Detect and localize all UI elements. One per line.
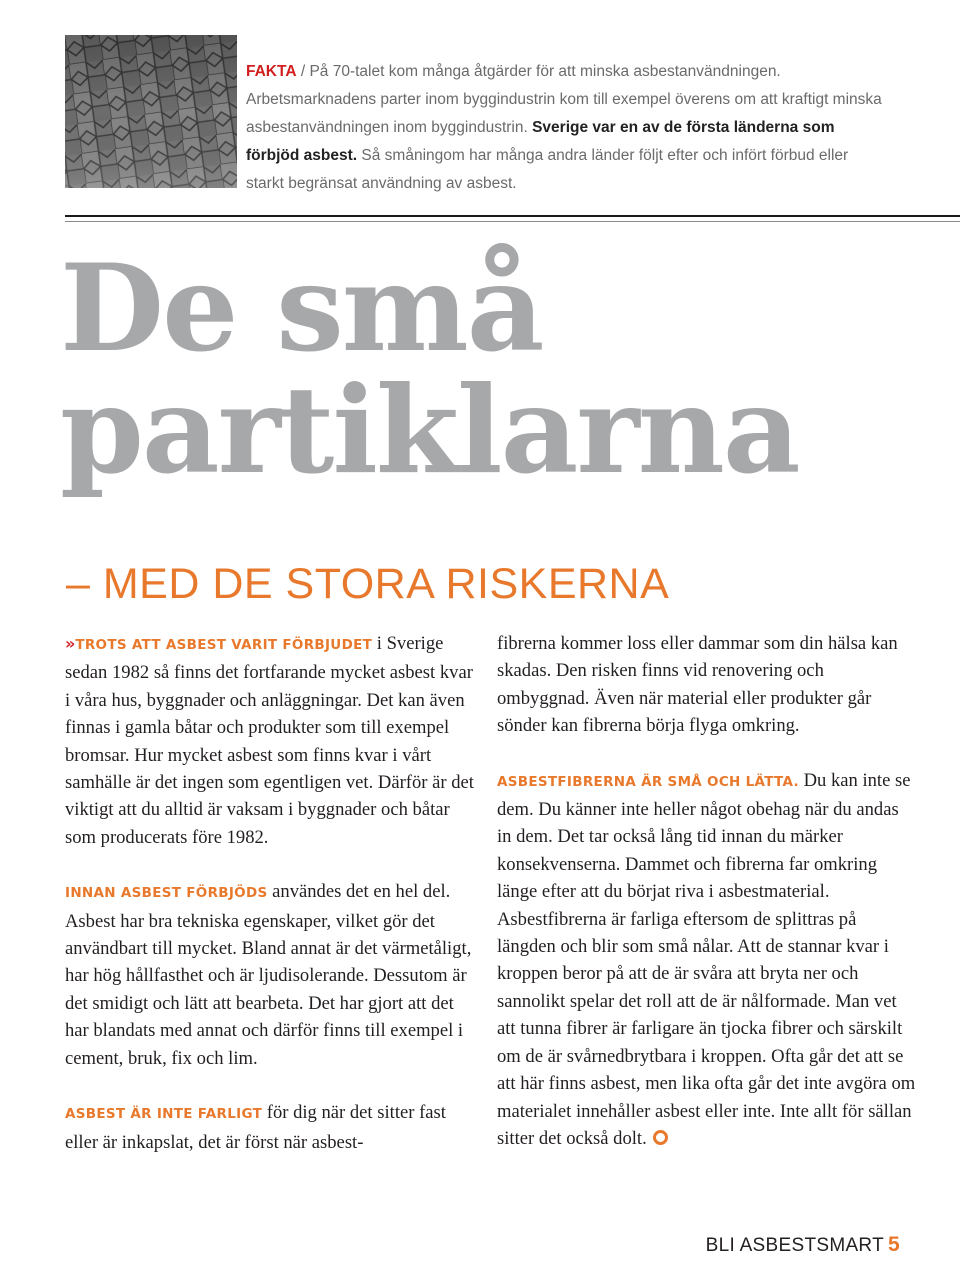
paragraph-3-continued: fibrerna kommer loss eller dammar som din hälsa kan skadas. Den risken finns vid renovering och ombyggnad. Även när material eller produkter går sönder kan fibrerna börja flyga omkring. xyxy=(497,633,898,737)
paragraph-4-text: Du kan inte se dem. Du känner inte heller något obehag när du andas in dem. Det tar också lång tid innan du märker konsekvenserna. Dammet och fibrerna far omkring länge efter att du börjat riva i asbestmaterial. Asbestfibrerna är farliga eftersom de splittras på längden och blir som små nålar. Att de stannar kvar i kroppen beror på att de är svåra att bryta ner och sannolikt spelar det roll att de är nålformade. Man vet att tunna fibrer är farligare än tjocka fibrer och särskilt om de är svårnedbrytbara i kroppen. Ofta går det att se att här finns asbest, men lika ofta går det inte avgöra om materialet innehåller asbest eller inte. Inte allt för sällan sitter det också dolt. xyxy=(497,769,916,1149)
fakta-label: FAKTA xyxy=(246,63,297,80)
article-column-right xyxy=(497,630,917,1152)
page-footer xyxy=(706,1233,900,1257)
paragraph-3 xyxy=(65,1099,475,1156)
headline xyxy=(60,238,799,501)
divider-rule-thin xyxy=(65,221,960,222)
fakta-text: På 70-talet kom många åtgärder för att minska asbestanvändningen. Arbetsmarknadens parter inom byggindustrin kom till exempel överens om att kraftigt minska asbestanvändningen inom byggindustrin. xyxy=(246,63,882,136)
fakta-text-end: Så småningom har många andra länder följt efter och infört förbud eller starkt begränsat användning av asbest. xyxy=(246,147,849,192)
chevron-marker-icon: » xyxy=(65,634,76,653)
paragraph-4-lead: ASBESTFIBRERNA ÄR SMÅ OCH LÄTTA. xyxy=(497,773,799,790)
paragraph-2 xyxy=(65,878,475,1072)
page-number: 5 xyxy=(888,1233,900,1256)
magazine-title: BLI ASBESTSMART xyxy=(705,1235,885,1256)
paragraph-4 xyxy=(497,767,917,1153)
divider-rule xyxy=(65,215,960,217)
paragraph-2-text: användes det en hel del. Asbest har bra tekniska egenskaper, vilket gör det användbart till mycket. Bland annat är det värmetåligt, har hög hållfasthet och är ljudisolerande. Dessutom är det smidigt och lätt att bearbeta. Det har gjort att det har blandats med annat och därför finns till exempel i cement, bruk, fix och lim. xyxy=(65,881,472,1069)
end-of-article-icon xyxy=(653,1130,668,1145)
article-column-left xyxy=(65,630,475,1156)
roof-shingles-photo xyxy=(65,35,237,188)
paragraph-3-text: för dig när det sitter fast eller är inkapslat, det är först när asbest- xyxy=(65,1102,446,1153)
paragraph-3-lead: ASBEST ÄR INTE FARLIGT xyxy=(65,1106,263,1123)
paragraph-2-lead: INNAN ASBEST FÖRBJÖDS xyxy=(65,885,268,902)
headline-line-2: partiklarna xyxy=(60,360,799,501)
paragraph-1-text: i Sverige sedan 1982 så finns det fortfarande mycket asbest kvar i våra hus, byggnader och anläggningar. Det kan även finnas i gamla båtar och produkter som till exempel bromsar. Hur mycket asbest som finns kvar i vårt samhälle är det ingen som egentligen vet. Därför är det viktigt att du alltid är vaksam i byggnader och båtar som producerats före 1982. xyxy=(65,633,474,848)
fakta-emphasis: Sverige var en av de första länderna som förbjöd asbest. xyxy=(246,119,835,164)
paragraph-1-lead: TROTS ATT ASBEST VARIT FÖRBJUDET xyxy=(75,637,373,653)
subheadline: – MED DE STORA RISKERNA xyxy=(66,560,670,608)
paragraph-1 xyxy=(65,630,475,851)
fakta-separator: / xyxy=(296,63,310,80)
headline-line-1: De små xyxy=(60,238,543,379)
fakta-box xyxy=(246,58,886,198)
